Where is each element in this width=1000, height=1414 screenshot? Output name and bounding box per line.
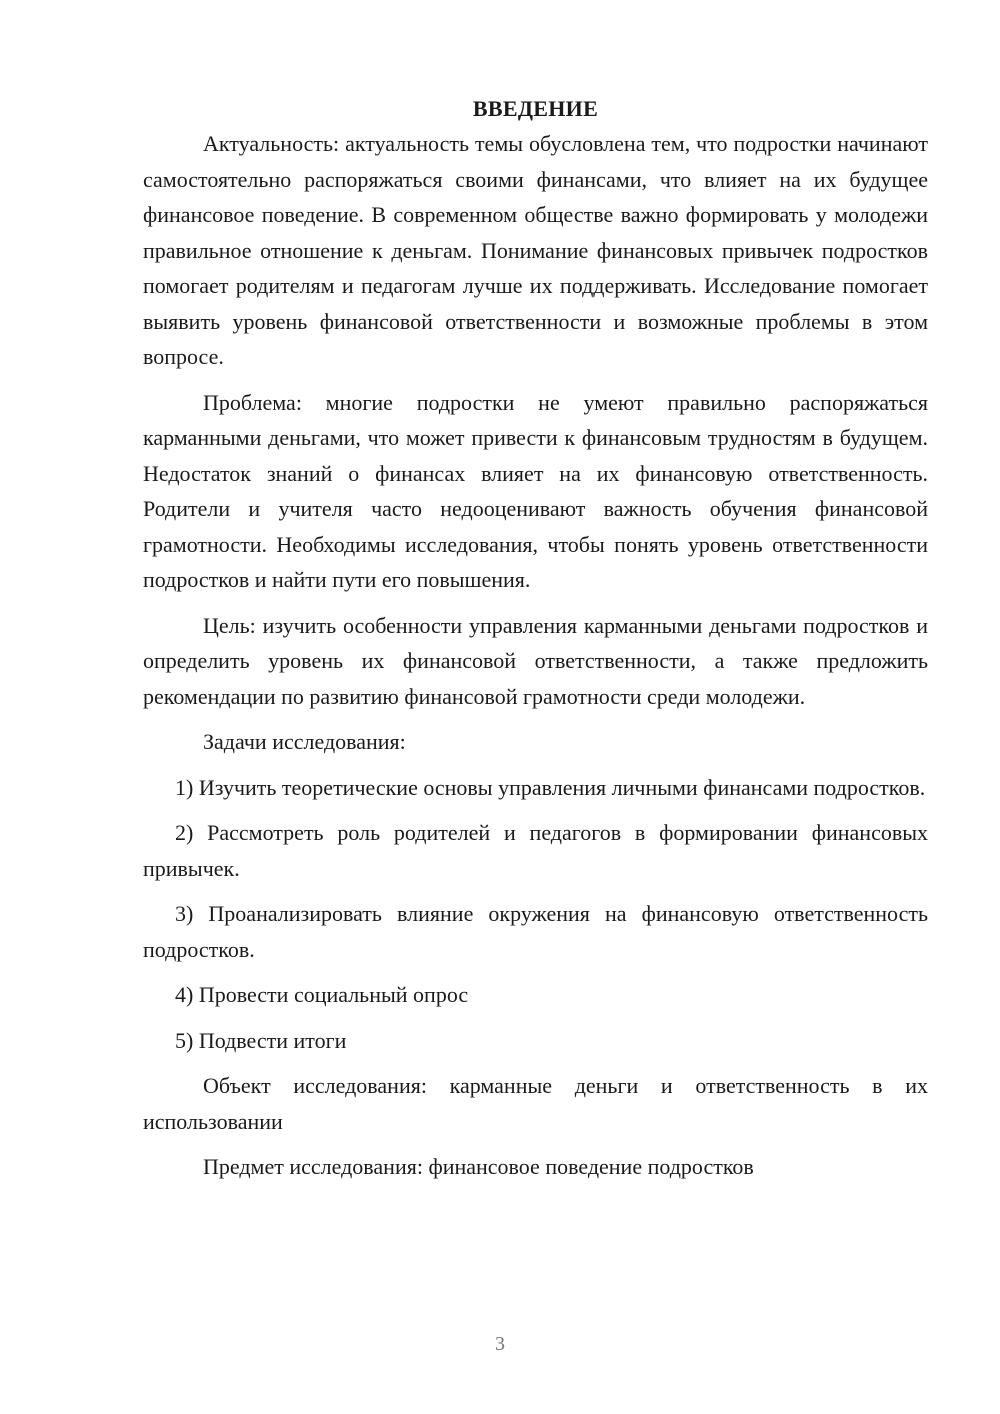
task-item: 1) Изучить теоретические основы управления личными финансами подростков. — [175, 774, 926, 800]
task-item: 3) Проанализировать влияние окружения на финансовую ответственность подростков. — [143, 901, 928, 962]
document-page — [143, 92, 928, 1195]
tasks-heading: Задачи исследования: — [203, 729, 406, 754]
task-item: 2) Рассмотреть роль родителей и педагогов в формировании финансовых привычек. — [143, 820, 928, 881]
task-item: 4) Провести социальный опрос — [175, 982, 469, 1007]
subject-paragraph: Предмет исследования: финансовое поведение подростков — [203, 1154, 754, 1179]
problem-paragraph: Проблема: многие подростки не умеют правильно распоряжаться карманными деньгами, что может привести к финансовым трудностям в будущем. Недостаток знаний о финансах влияет на их финансовую ответственность. Родители и учителя часто недооценивают важность обучения финансовой грамотности. Необходимы исследования, чтобы понять уровень ответственности подростков и найти пути его повышения. — [143, 389, 928, 592]
section-title: ВВЕДЕНИЕ — [472, 96, 599, 121]
page-number: 3 — [495, 1333, 505, 1355]
task-item: 5) Подвести итоги — [175, 1027, 347, 1053]
goal-paragraph: Цель: изучить особенности управления карманными деньгами подростков и определить уровень их финансовой ответственности, а также предложить рекомендации по развитию финансовой грамотности среди молодежи. — [143, 612, 928, 709]
relevance-paragraph: Актуальность: актуальность темы обусловлена тем, что подростки начинают самостоятельно распоряжаться своими финансами, что влияет на их будущее финансовое поведение. В современном обществе важно формировать у молодежи правильное отношение к деньгам. Понимание финансовых привычек подростков помогает родителям и педагогам лучше их поддерживать. Исследование помогает выявить уровень финансовой ответственности и возможные проблемы в этом вопросе. — [143, 131, 928, 369]
object-paragraph: Объект исследования: карманные деньги и ответственность в их использовании — [143, 1073, 928, 1134]
